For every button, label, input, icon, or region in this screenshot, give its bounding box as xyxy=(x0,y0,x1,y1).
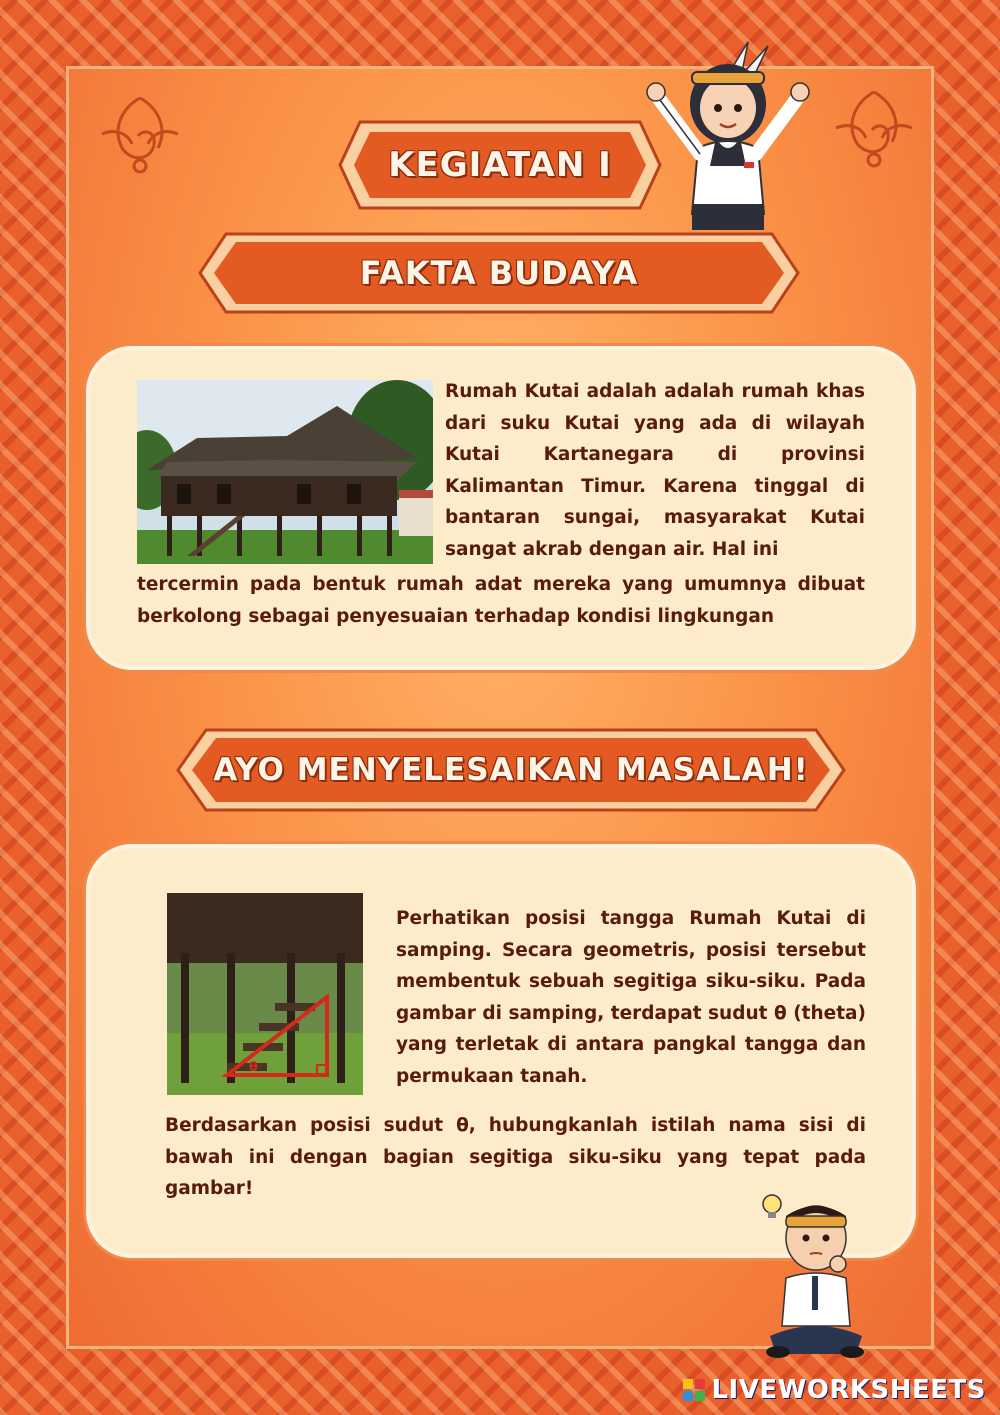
problem-paragraph-bottom: Berdasarkan posisi sudut θ, hubungkanlah istilah nama sisi di bawah ini dengan bagian segitiga siku-siku yang tepat pada gambar! xyxy=(165,1115,866,1199)
liveworksheets-watermark[interactable] xyxy=(683,1375,986,1405)
rumah-kutai-photo-icon xyxy=(137,380,433,564)
activity-banner xyxy=(336,118,664,212)
fact-paragraph-bottom: tercermin pada bentuk rumah adat mereka yang umumnya dibuat berkolong sebagai penyesuaian terhadap kondisi lingkungan xyxy=(137,574,865,627)
fact-title: FAKTA BUDAYA xyxy=(359,254,639,292)
watermark-text: LIVEWORKSHEETS xyxy=(711,1375,986,1405)
activity-title: KEGIATAN I xyxy=(388,145,612,185)
corner-ornament-left-icon xyxy=(92,88,188,180)
problem-paragraph-top: Perhatikan posisi tangga Rumah Kutai di samping. Secara geometris, posisi tersebut membentuk sebuah segitiga siku-siku. Pada gambar di samping, terdapat sudut θ (theta) yang terletak di antara pangkal tangga dan permukaan tanah. xyxy=(396,908,866,1087)
problem-banner xyxy=(174,726,848,814)
theta-label: θ xyxy=(249,1060,258,1075)
girl-character-icon xyxy=(636,38,822,234)
thinking-boy-icon xyxy=(756,1186,866,1366)
problem-title: AYO MENYELESAIKAN MASALAH! xyxy=(213,752,809,788)
stair-triangle-photo-icon xyxy=(167,893,363,1095)
fact-banner xyxy=(196,230,802,316)
liveworksheets-logo-icon xyxy=(683,1379,705,1401)
corner-ornament-right-icon xyxy=(826,82,922,174)
fact-paragraph-top: Rumah Kutai adalah adalah rumah khas dari suku Kutai yang ada di wilayah Kutai Kartanegara di provinsi Kalimantan Timur. Karena tinggal di bantaran sungai, masyarakat Kutai sangat akrab dengan air. Hal ini xyxy=(445,381,865,560)
